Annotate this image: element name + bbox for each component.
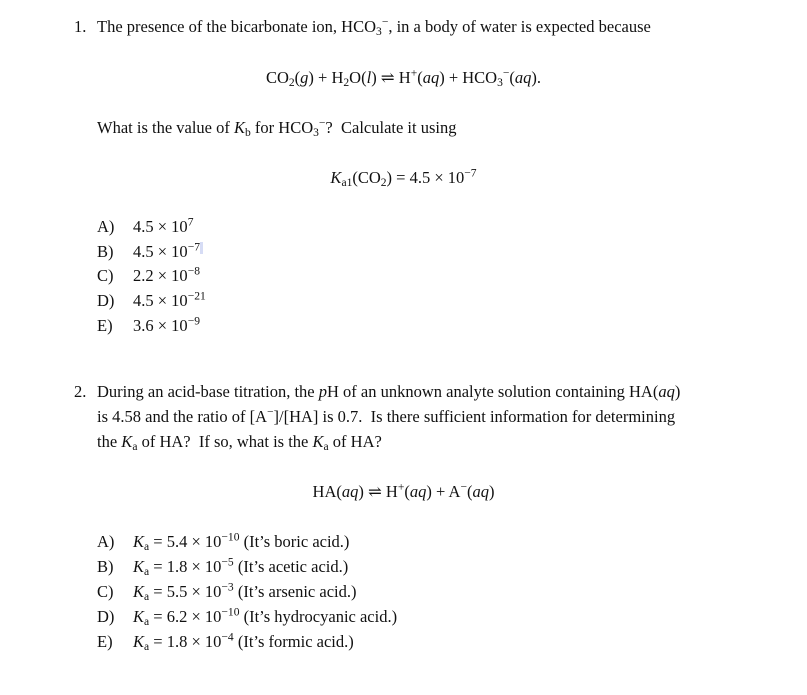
q2-stem-line-3: the $K_a$ of HA? If so, what is the $K_a$ of HA?: [97, 432, 382, 453]
q2-choice-d[interactable]: D) $K_a = 6.2 \times 10^{-10}$ (It’s hydrocyanic acid.): [97, 606, 398, 628]
q1-number: 1.: [74, 17, 87, 36]
q2-choice-e[interactable]: E) $K_a = 1.8 \times 10^{-4}$ (It’s formic acid.): [97, 631, 354, 653]
q2-number: 2.: [74, 382, 87, 401]
q1-choice-e[interactable]: E) $3.6 \times 10^{-9}$: [97, 315, 200, 335]
q1-given: $K_{a1}(CO_2) = 4.5 \times 10^{-7}$: [330, 167, 477, 189]
q1-choice-b[interactable]: B) $4.5 \times 10^{-7}$: [97, 242, 203, 262]
q2-equation: HA(aq) ⇌ H+(aq) + A−(aq): [312, 481, 495, 501]
q2-choice-a[interactable]: A) $K_a = 5.4 \times 10^{-10}$ (It’s boric acid.): [97, 531, 350, 553]
q1-stem: The presence of the bicarbonate ion, $HCO_3^-$, in a body of water is expected because: [97, 16, 651, 38]
q1-choice-c[interactable]: C) $2.2 \times 10^{-8}$: [97, 265, 200, 285]
q2-stem-line-2: is 4.58 and the ratio of [A−]/[HA] is 0.7. Is there sufficient information for determining: [97, 406, 676, 426]
q1-equation: $CO_2(g) + H_2O(l)$ ⇌ $H^+(aq) + HCO_3^-(aq)$.: [265, 67, 542, 89]
q1-choice-d[interactable]: D) $4.5 \times 10^{-21}$: [97, 290, 206, 310]
q1-prompt: What is the value of $K_b$ for $HCO_3^-$? Calculate it using: [97, 117, 457, 139]
q1-choice-a[interactable]: A) $4.5 \times 10^7$: [97, 216, 194, 236]
q2-stem-line-1: During an acid-base titration, the pH of an unknown analyte solution containing HA(aq): [97, 382, 681, 401]
q2-choice-b[interactable]: B) $K_a = 1.8 \times 10^{-5}$ (It’s acetic acid.): [97, 556, 349, 578]
q2-choice-c[interactable]: C) $K_a = 5.5 \times 10^{-3}$ (It’s arsenic acid.): [97, 581, 357, 603]
